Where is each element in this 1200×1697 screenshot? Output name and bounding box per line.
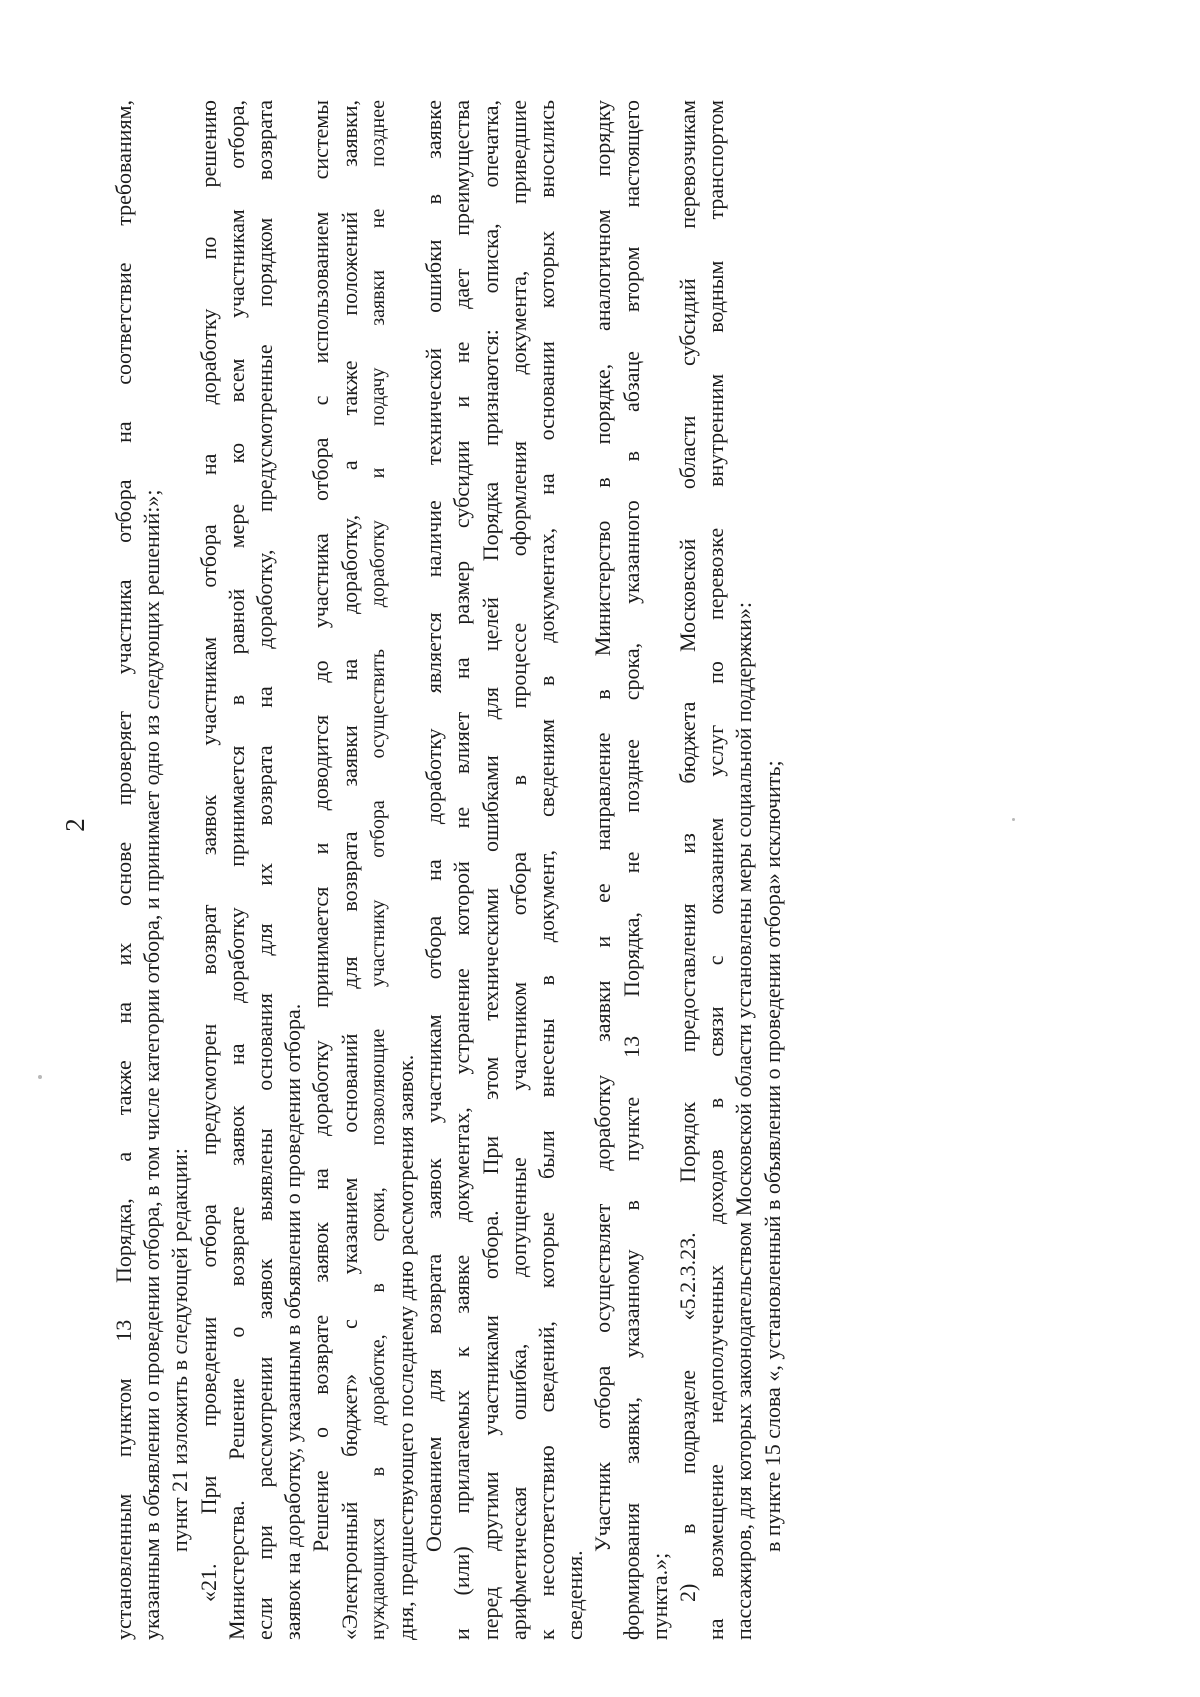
scan-speck [1012,818,1015,821]
text-line: перед другими участниками отбора. При этом техническими ошибками для целей Порядка признаются: описка, опечатка, [477,100,503,1640]
text-line: указанным в объявлении о проведении отбора, в том числе категории отбора, и принимает одно из следующих решений:»; [139,489,165,1640]
text-line: сведения. [562,1550,588,1640]
text-line: если при рассмотрении заявок выявлены основания для их возврата на доработку, предусмотренные порядком возврата [252,100,278,1640]
text-line: в пункте 15 слова «, установленный в объявлении о проведении отбора» исключить; [759,760,785,1552]
text-line: заявок на доработку, указанным в объявлении о проведении отбора. [280,1003,306,1640]
text-line: пункта.»; [646,1552,672,1640]
text-line: арифметическая ошибка, допущенные участником отбора в процессе оформления документа, приведшие [505,100,531,1640]
page-number: 2 [60,818,90,832]
text-line: пассажиров, для которых законодательством Московской области установлены меры социальной поддержки»: [731,602,757,1640]
text-line: нуждающихся в доработке, в сроки, позволяющие участнику отбора осуществить доработку и подачу заявки не позднее [366,100,389,1640]
text-line: пункт 21 изложить в следующей редакции: [167,1148,193,1552]
text-line: Участник отбора осуществляет доработку заявки и ее направление в Министерство в порядке, аналогичном порядку [590,100,616,1552]
scan-speck [38,1075,42,1079]
text-line: установленным пунктом 13 Порядка, а также на их основе проверяет участника отбора на соответствие требованиям, [111,100,136,1640]
document-body [110,100,787,1640]
text-line: на возмещение недополученных доходов в связи с оказанием услуг по перевозке внутренним водным транспортом [703,100,729,1640]
text-line: Решение о возврате заявок на доработку принимается и доводится до участника отбора с использованием системы [308,100,334,1552]
text-line: «Электронный бюджет» с указанием оснований для возврата заявки на доработку, а также положений заявки, [336,100,362,1640]
text-line: и (или) прилагаемых к заявке документах, устранение которой не влияет на размер субсидии и не дает преимущества [449,100,475,1640]
text-line: 2) в подразделе «5.2.3.23. Порядок предоставления из бюджета Московской области субсидий перевозчикам [675,100,701,1602]
text-line: Министерства. Решение о возврате заявок на доработку принимается в равной мере ко всем участникам отбора, [223,100,249,1640]
text-line: «21. При проведении отбора предусмотрен возврат заявок участникам отбора на доработку по решению [195,100,221,1602]
text-line: к несоответствию сведений, которые были внесены в документ, сведениям в документах, на основании которых вносились [534,100,560,1640]
rotated-content [60,100,787,1640]
text-line: Основанием для возврата заявок участникам отбора на доработку является наличие технической ошибки в заявке [421,100,447,1552]
text-line: формирования заявки, указанному в пункте 13 Порядка, не позднее срока, указанного в абзаце втором настоящего [618,100,644,1640]
text-line: дня, предшествующего последнему дню рассмотрения заявок. [393,1054,419,1640]
